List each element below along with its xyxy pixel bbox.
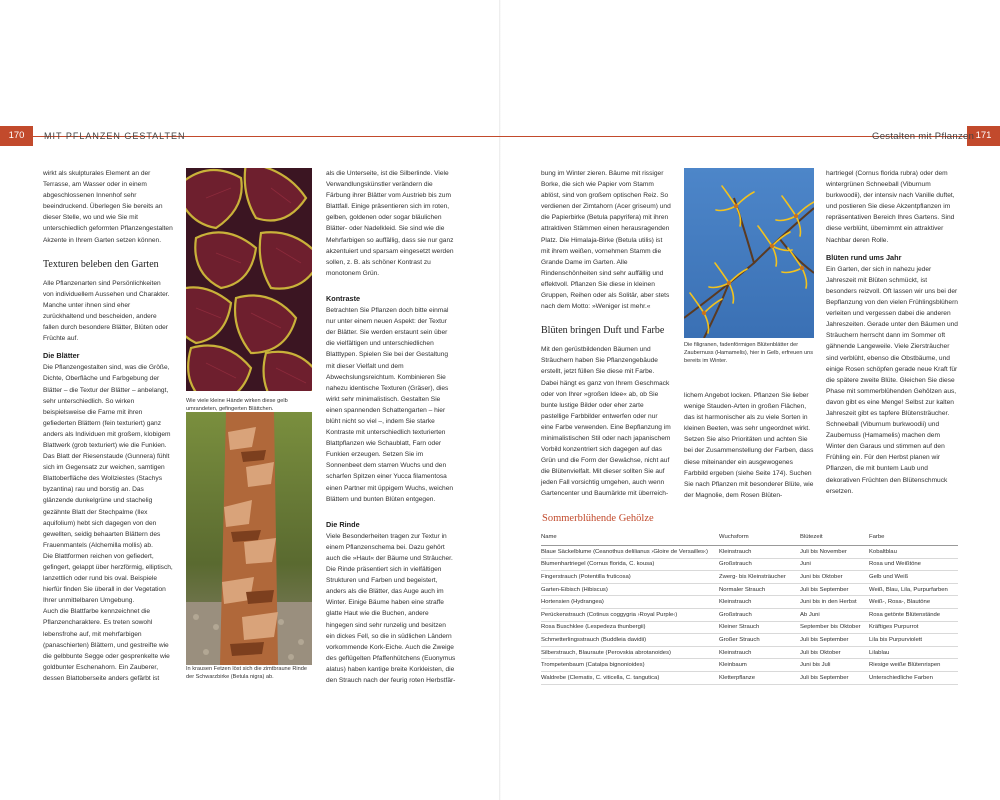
- table-cell: September bis Oktober: [800, 621, 869, 634]
- page-number: 170: [0, 126, 33, 146]
- shrubs-table: [541, 528, 958, 685]
- table-cell: Riesige weiße Blütenrispen: [869, 659, 958, 672]
- table-row: [541, 596, 958, 609]
- table-cell: Rosa getönte Blütenstände: [869, 608, 958, 621]
- table-row: [541, 608, 958, 621]
- table-cell: Juli bis September: [800, 634, 869, 647]
- table-row: [541, 546, 958, 559]
- paragraph: als die Unterseite, ist die Silberlinde. Viele Verwandlungskünstler verändern die Färbung ihrer Blätter vom Austrieb bis zum Blattfall. Einige präsentieren sich im roten, gelben, goldenen oder sogar bläulichen Blätter- oder Nadelkleid. Sie sind wie die Mehrfarbigen so auffällig, dass sie nur ganz akzentuiert und sparsam eingesetzt werden sollen, z. B. als schöner Kontrast zu monotonem Grün.: [326, 170, 454, 277]
- paragraph: Betrachten Sie Pflanzen doch bitte einmal nur unter einem neuen Aspekt: der Textur der Blätter. Sie werden erstaunt sein über die vielfältigen und unterschiedlichen Blatttypen. Spielen Sie bei der Gestaltung mit dieser Vielfalt und dem Abwechslungsreichtum. Kombinieren Sie nahezu identische Texturen (Gräser), dies wirkt sehr minimalistisch. Gestalten Sie einen spannenden Schattengarten – hier blüht nicht so viel –, indem Sie starke Kontraste mit unterschiedlich texturierten Blattpflanzen wie Schaublatt, Farn oder Funkien erzeugen. Setzen Sie im Sonnenbeet dem starren Wuchs und den scharfen Spitzen einer Yucca filamentosa einen Partner mit üppigem Wuchs, weichen Blättern und bunten Blüten entgegen.: [326, 307, 454, 503]
- table-row: [541, 634, 958, 647]
- table-cell: Kleiner Strauch: [719, 621, 800, 634]
- photo-caption-witch-hazel: Die filigranen, fadenförmigen Blütenblätter der Zaubernuss (Hamamelis), hier in Gelb, erfreuen uns bereits im Winter.: [684, 342, 814, 364]
- paragraph: wirkt als skulpturales Element an der Terrasse, am Wasser oder in einem abgeschlossenen Innenhof sehr beeindruckend. Überlegen Sie bereits an dieser Stelle, wo und wie Sie mit unterschiedlich geformten Pflanzengestalten Akzente in Ihrem Garten setzen können.: [43, 170, 173, 244]
- table-cell: Juli bis November: [800, 546, 869, 559]
- table-row: [541, 558, 958, 571]
- table-cell: Trompetenbaum (Catalpa bignonioides): [541, 659, 719, 672]
- text-column-right-3: [826, 168, 958, 497]
- table-row: [541, 583, 958, 596]
- table-cell: Juli bis Oktober: [800, 646, 869, 659]
- page-number: 171: [967, 126, 1000, 146]
- table-cell: Waldrebe (Clematis, C. viticella, C. tangutica): [541, 671, 719, 684]
- running-head: MIT PFLANZEN GESTALTEN: [44, 131, 186, 141]
- table-header-cell: Farbe: [869, 528, 958, 546]
- table-header-cell: Blütezeit: [800, 528, 869, 546]
- subheading: Die Blätter: [43, 351, 80, 361]
- section-heading: Blüten bringen Duft und Farbe: [541, 325, 665, 337]
- table-cell: Unterschiedliche Farben: [869, 671, 958, 684]
- table-cell: Perückenstrauch (Cotinus coggygria ›Royal Purple‹): [541, 608, 719, 621]
- table-cell: Juni bis Oktober: [800, 571, 869, 584]
- paragraph: Alle Pflanzenarten sind Persönlichkeiten von individuellem Aussehen und Charakter. Manche unter ihnen sind eher zurückhaltend und bescheiden, andere fallen durch besondere Blätter, Blüten oder Früchte auf.: [43, 279, 170, 343]
- paragraph: Mit den gerüstbildenden Bäumen und Sträuchern haben Sie Pflanzengebäude erstellt, jetzt füllen Sie diese mit Farbe. Dabei hängt es ganz von Ihrem Geschmack oder von Ihrer »großen Idee« ab, ob Sie bunte lustige Bilder oder eher zarte pastellige Farbbilder entwerfen oder nur eine Farbe verwenden. Eine Bepflanzung im minimalistischen Stil oder nach japanischem Vorbild konzentriert sich dagegen auf das Grün und die Form der Gewächse, nicht auf die Blütenvielfalt. Mit dieser sollten Sie auf jeden Fall vorsichtig umgehen, auch wenn Gartencenter und Baumärkte mit überreich-: [541, 346, 671, 498]
- table-row: [541, 571, 958, 584]
- table-cell: Kleinstrauch: [719, 546, 800, 559]
- table-cell: Kleinstrauch: [719, 646, 800, 659]
- paragraph: Viele Besonderheiten tragen zur Textur in einem Pflanzenschema bei. Dazu gehört auch die »Haut« der Bäume und Sträucher. Die Rinde präsentiert sich in vielfältigen Strukturen und Farben und begeistert, anders als die Blätter, das Auge auch im Winter. Einige Bäume haben eine straffe glatte Haut wie die Buchen, andere hingegen sind sehr runzelig und besitzen ein dickes Fell, so die in südlichen Ländern vorkommende Kork-Eiche. Auch die Zweige des geflügelten Pfaffenhütchens (Euonymus alatus) haben kantige breite Korkleisten, die den Strauch nach der feurig roten Herbstfär-: [326, 532, 456, 685]
- table-cell: Ab Juni: [800, 608, 869, 621]
- table-row: [541, 671, 958, 684]
- table-cell: Juli bis September: [800, 583, 869, 596]
- table-cell: Fingerstrauch (Potentilla fruticosa): [541, 571, 719, 584]
- paragraph: lichem Angebot locken. Pflanzen Sie lieber wenige Stauden-Arten in großen Flächen, das ist harmonischer als zu viele Sorten in kleinen Beeten, was sehr ungeordnet wirkt. Setzen Sie also Prioritäten und achten Sie bei der Zusammenstellung der Farben, dass diese miteinander ein ausgewogenes Farbbild ergeben (siehe Seite 174). Suchen Sie nach Pflanzen mit besonderer Blüte, wie der Magnolie, dem Rosen Blüten-: [684, 392, 814, 499]
- paragraph: Auch die Blattfarbe kennzeichnet die Pflanzencharaktere. Es treten sowohl lebensfrohe auf, mit mehrfarbigen (panaschierten) Blättern, und gestreifte wie die gelbbunte Segge oder gesprenkelte wie goldbunter Eschenahorn. Ein Zauberer, dessen Blattoberseite anders gefärbt ist: [43, 608, 170, 682]
- table-cell: Großer Strauch: [719, 634, 800, 647]
- table-cell: Normaler Strauch: [719, 583, 800, 596]
- photo-caption-bark: In krausen Fetzen löst sich die zimtbraune Rinde der Schwarzbirke (Betula nigra) ab.: [186, 666, 307, 680]
- table-cell: Blumenhartriegel (Cornus florida, C. kousa): [541, 558, 719, 571]
- table-title: Sommerblühende Gehölze: [542, 513, 654, 524]
- table-cell: Zwerg- bis Kleinsträucher: [719, 571, 800, 584]
- table-cell: Weiß-, Rosa-, Blautöne: [869, 596, 958, 609]
- table-cell: Rosa und Weißtöne: [869, 558, 958, 571]
- table-header-cell: Name: [541, 528, 719, 546]
- table-cell: Rosa Buschklee (Lespedeza thunbergii): [541, 621, 719, 634]
- running-head: Gestalten mit Pflanzen: [872, 131, 975, 142]
- paragraph: bung im Winter zieren. Bäume mit rissiger Borke, die sich wie Papier vom Stamm ablöst, sind von großem optischen Reiz. So verdienen der Zimtahorn (Acer griseum) und die Papierbirke (Betula papyrifera) mit ihren attraktiven Stämmen einen herausragenden Platz. Die Himalaja-Birke (Betula utilis) ist mit ihrem weißen, vornehmen Stamm die Grande Dame im Garten. Alle Rindenschönheiten sind sehr auffällig und effektvoll. Pflanzen Sie diese in kleinen Gruppen, Reihen oder als Solitär, aber stets nach dem Motto: »Weniger ist mehr.«: [541, 170, 671, 311]
- birch-bark-photo: [186, 412, 312, 665]
- table-cell: Silberstrauch, Blauraute (Perovskia abrotanoides): [541, 646, 719, 659]
- table-cell: Juni bis Juli: [800, 659, 869, 672]
- coleus-leaves-photo: [186, 168, 312, 391]
- table-cell: Blaue Säckelblume (Ceanothus delilianus ›Gloire de Versailles‹): [541, 546, 719, 559]
- table-cell: Großstrauch: [719, 608, 800, 621]
- table-cell: Kleinbaum: [719, 659, 800, 672]
- paragraph: Die Blattformen reichen von gefiedert, gefingert, gelappt über herzförmig, elliptisch, lanzettlich oder rund bis oval. Beispiele hierfür finden Sie überall in der Vegetation Ihrer unmittelbaren Umgebung.: [43, 552, 173, 605]
- table-cell: Weiß, Blau, Lila, Purpurfarben: [869, 583, 958, 596]
- text-column-1: [43, 168, 173, 684]
- subheading: Kontraste: [326, 293, 361, 303]
- table-cell: Schmetterlingsstrauch (Buddleia davidii): [541, 634, 719, 647]
- text-column-3: [326, 168, 456, 686]
- text-column-right-2: [684, 390, 816, 501]
- subheading: Blüten rund ums Jahr: [826, 252, 902, 262]
- paragraph: Die Pflanzengestalten sind, was die Größe, Dichte, Oberfläche und Farbgebung der Blätter – die Textur der Blätter – anbelangt, sehr unterschiedlich. So wirken beispielsweise die Farne mit ihren gefiederten Blättern (fein texturiert) ganz anders als Individuen mit großem, klobigem Blattwerk (grob texturiert) wie die Funkien. Das Blatt der Riesenstaude (Gunnera) fühlt sich im Gegensatz zur weichen, samtigen Blattoberfläche des Wollziestes (Stachys byzantina) rau und borstig an. Das glänzende dunkelgrüne und stachelig gezähnte Blatt der Stechpalme (Ilex aquifolium) hebt sich dagegen von den gewellten, seidig behaarten Blättern des Frauenmantels (Alchemilla mollis) ab.: [43, 364, 171, 549]
- table-cell: Juni bis in den Herbst: [800, 596, 869, 609]
- table-cell: Lila bis Purpurviolett: [869, 634, 958, 647]
- paragraph: hartriegel (Cornus florida rubra) oder dem wintergrünen Schneeball (Viburnum burkwoodii), der intensiv nach Vanille duftet, und postieren Sie diese Akzentpflanzen im repräsentativen Bereich Ihres Gartens. Sind diese verblüht, übernimmt ein attraktiver Nachbar deren Rolle.: [826, 170, 955, 244]
- table-cell: Kleinstrauch: [719, 596, 800, 609]
- table-cell: Gelb und Weiß: [869, 571, 958, 584]
- photo-caption-leaves: Wie viele kleine Hände wirken diese gelb umrandeten, gefingerten Blättchen.: [186, 398, 288, 412]
- paragraph: Ein Garten, der sich in nahezu jeder Jahreszeit mit Blüten schmückt, ist besonders reizvoll. Oft lassen wir uns bei der Bepflanzung von den vielen Frühlingsblühern verleiten und vergessen dabei die anderen Jahreszeiten. Gerade unter den Bäumen und Sträuchern herrscht dann im Sommer oft gähnende Langeweile. Viele Ziersträucher sind verblüht, ebenso die Obstbäume, und einige Rosen schöpfen gerade neue Kraft für die spätere zweite Blüte. Gleichen Sie diese Phase mit sommerblühenden Gehölzen aus, davon gibt es eine Menge! Selbst zur kalten Jahreszeit gibt es tapfere Blütensträucher. Schneeball (Viburnum burkwoodii) und Zaubernuss (Hamamelis) machen dem Winter den Garaus und stimmen auf den Frühling ein. Für den Herbst planen wir Pflanzen, die mit buntem Laub und dekorativen Früchten den Blütenschmuck ersetzen.: [826, 265, 958, 495]
- subheading: Die Rinde: [326, 519, 360, 529]
- table-cell: Kletterpflanze: [719, 671, 800, 684]
- table-cell: Kräftiges Purpurrot: [869, 621, 958, 634]
- table-cell: Juli bis September: [800, 671, 869, 684]
- table-cell: Lilablau: [869, 646, 958, 659]
- table-cell: Juni: [800, 558, 869, 571]
- table-cell: Hortensien (Hydrangea): [541, 596, 719, 609]
- table-header-cell: Wuchsform: [719, 528, 800, 546]
- table-cell: Kobaltblau: [869, 546, 958, 559]
- table-row: [541, 646, 958, 659]
- table-row: [541, 659, 958, 672]
- table-row: [541, 621, 958, 634]
- table-cell: Großstrauch: [719, 558, 800, 571]
- text-column-right-1: [541, 168, 671, 500]
- section-heading: Texturen beleben den Garten: [43, 258, 159, 270]
- witch-hazel-photo: [684, 168, 814, 338]
- table-cell: Garten-Eibisch (Hibiscus): [541, 583, 719, 596]
